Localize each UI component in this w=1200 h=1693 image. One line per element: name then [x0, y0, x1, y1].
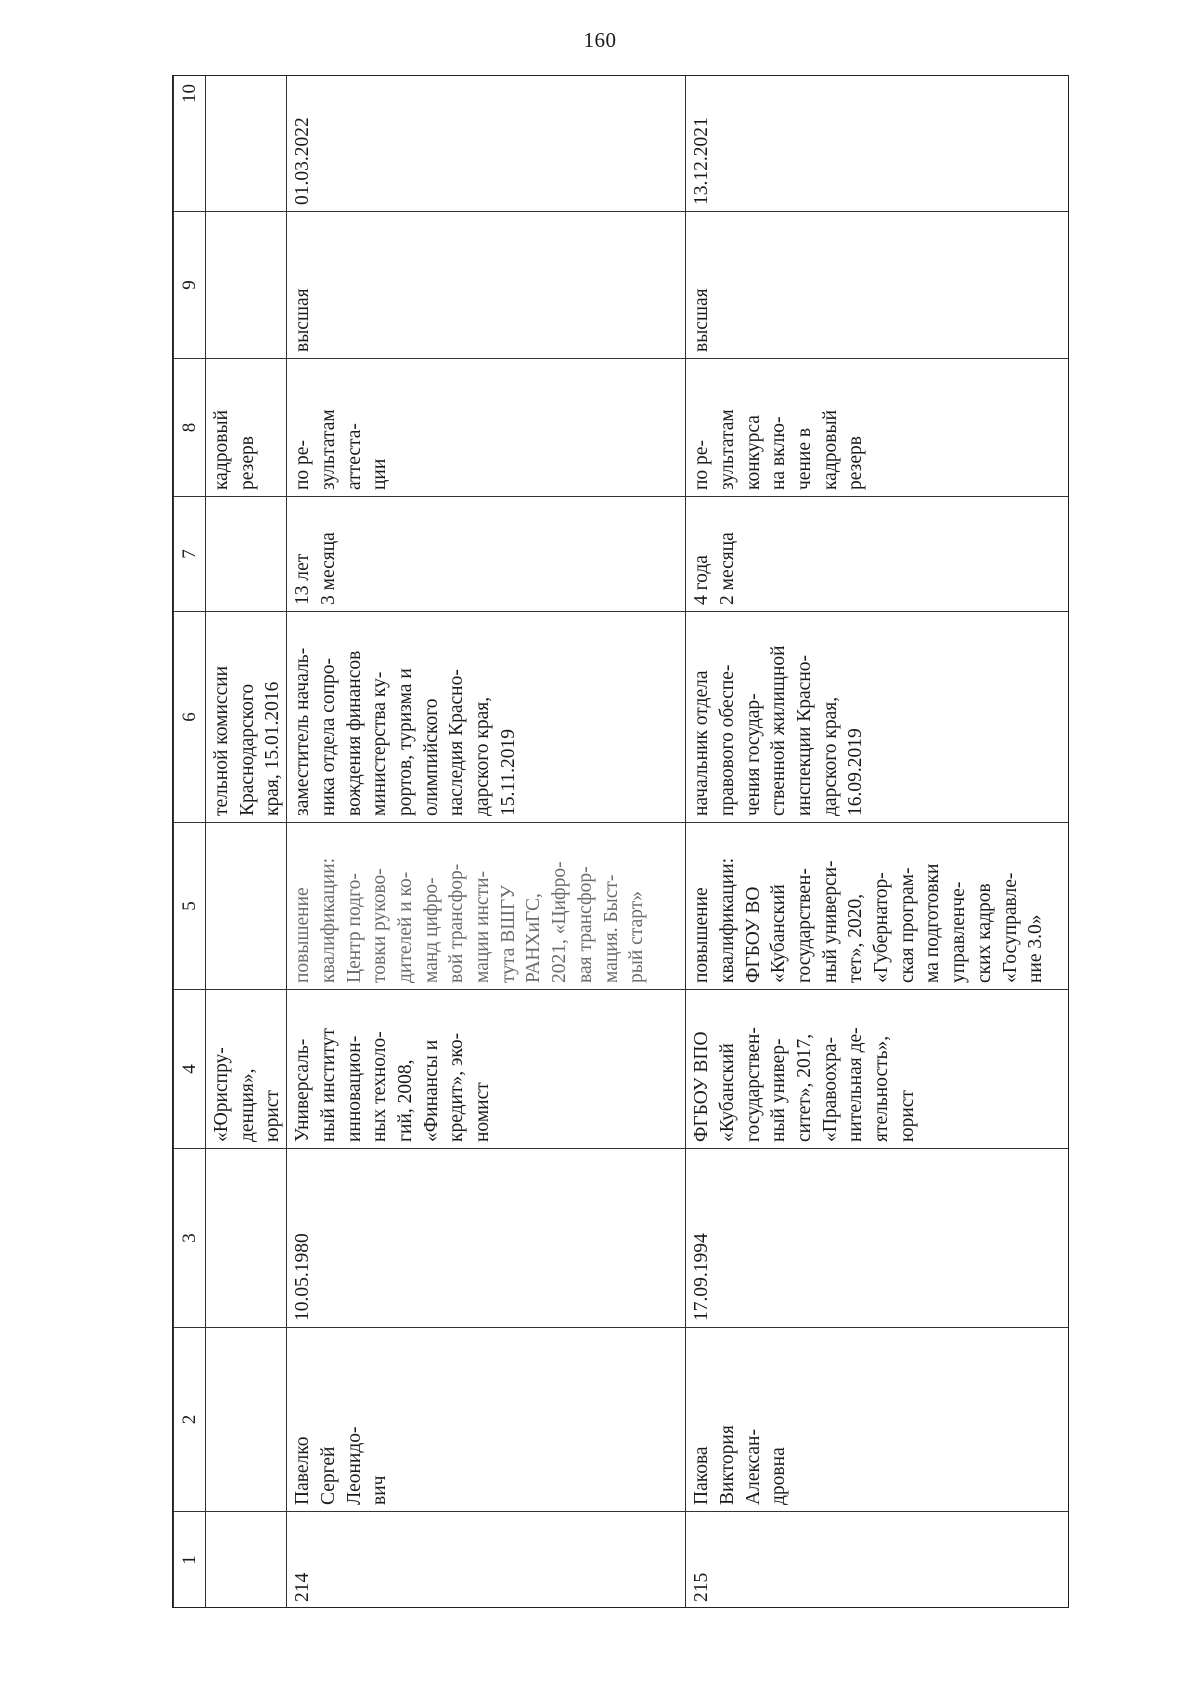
education: Универсаль- ный институт инновацион- ных техноло- гий, 2008, «Финансы и кредит», эко- номист [287, 990, 686, 1149]
work-experience: 4 года 2 месяца [686, 497, 1069, 612]
current-position: заместитель началь- ника отдела сопро- вождения финансов министерства ку- рортов, туризма и олимпийского наследия Красно- дарского края, 15.11.2019 [287, 612, 686, 823]
column-number: 8 [174, 359, 206, 497]
basis-continuation: кадровый резерв [206, 359, 287, 497]
row-number: 215 [686, 1512, 1069, 1609]
inclusion-basis: по ре- зультатам аттеста- ции [287, 359, 686, 497]
person-name: Павелко Сергей Леонидо- вич [287, 1328, 686, 1512]
column-number: 10 [174, 75, 206, 212]
qualification-level: высшая [686, 212, 1069, 359]
column-number: 5 [174, 823, 206, 990]
person-name: Пакова Виктория Алексан- дровна [686, 1328, 1069, 1512]
column-number: 3 [174, 1149, 206, 1328]
column-number: 9 [174, 212, 206, 359]
additional-education: повышение квалификации: ФГБОУ ВО «Кубанский государствен- ный универси- тет», 2020, «Губернатор- ская програм- ма подготовки управленче- ских кадров «Госуправле- ние 3.0» [686, 823, 1069, 990]
inclusion-date: 13.12.2021 [686, 75, 1069, 212]
work-experience: 13 лет 3 месяца [287, 497, 686, 612]
education-continuation: «Юриспру- денция», юрист [206, 990, 287, 1149]
table-row [287, 75, 686, 1608]
personnel-table [173, 75, 1069, 1608]
additional-education: повышение квалификации: Центр подго- товки руково- дителей и ко- манд цифро- вой трансфор- мации инсти- тута ВШГУ РАНХиГС, 2021, «Цифро- вая трансфор- мация. Быст- рый старт» [287, 823, 686, 990]
continuation-row [206, 75, 287, 1608]
row-number: 214 [287, 1512, 686, 1609]
rotated-table-container [173, 76, 1069, 1608]
education: ФГБОУ ВПО «Кубанский государствен- ный универ- ситет», 2017, «Правоохра- нительная де- ятельность», юрист [686, 990, 1069, 1149]
column-number: 2 [174, 1328, 206, 1512]
qualification-level: высшая [287, 212, 686, 359]
cell-empty [206, 1512, 287, 1609]
cell-empty [206, 212, 287, 359]
birth-date: 10.05.1980 [287, 1149, 686, 1328]
column-number: 6 [174, 612, 206, 823]
current-position: начальник отдела правового обеспе- чения государ- ственной жилищной инспекции Красно- дарского края, 16.09.2019 [686, 612, 1069, 823]
birth-date: 17.09.1994 [686, 1149, 1069, 1328]
cell-empty [206, 1328, 287, 1512]
table-row [686, 75, 1069, 1608]
column-number: 4 [174, 990, 206, 1149]
personnel-table-frame [172, 75, 1069, 1608]
cell-empty [206, 1149, 287, 1328]
inclusion-date: 01.03.2022 [287, 75, 686, 212]
cell-empty [206, 823, 287, 990]
column-number: 1 [174, 1512, 206, 1609]
position-continuation: тельной комиссии Краснодарского края, 15.01.2016 [206, 612, 287, 823]
column-number-row [174, 75, 206, 1608]
column-number: 7 [174, 497, 206, 612]
page-number: 160 [583, 28, 617, 52]
inclusion-basis: по ре- зультатам конкурса на вклю- чение в кадровый резерв [686, 359, 1069, 497]
cell-empty [206, 497, 287, 612]
cell-empty [206, 75, 287, 212]
